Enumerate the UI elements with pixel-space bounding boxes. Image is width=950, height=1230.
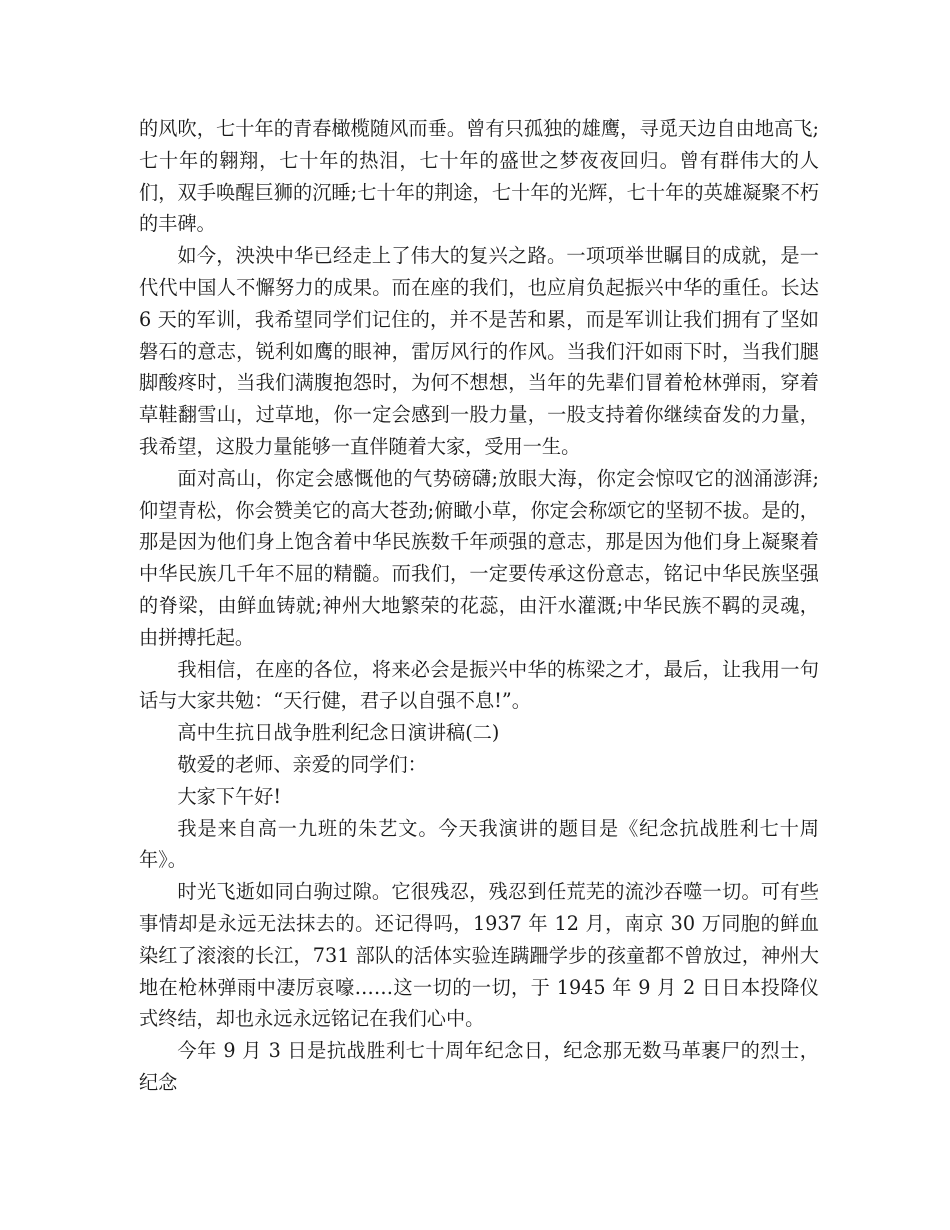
paragraph: 我是来自高一九班的朱艺文。今天我演讲的题目是《纪念抗战胜利七十周年》。 bbox=[139, 816, 819, 872]
document-body bbox=[139, 113, 819, 1099]
paragraph: 的风吹，七十年的青春橄榄随风而垂。曾有只孤独的雄鹰，寻觅天边自由地高飞;七十年的翱翔，七十年的热泪，七十年的盛世之梦夜夜回归。曾有群伟大的人们，双手唤醒巨狮的沉睡;七十年的荆途，七十年的光辉，七十年的英雄凝聚不朽的丰碑。 bbox=[139, 117, 819, 236]
greeting: 大家下午好! bbox=[177, 784, 282, 808]
paragraph: 我相信，在座的各位，将来必会是振兴中华的栋梁之才，最后，让我用一句话与大家共勉：“天行健，君子以自强不息!”。 bbox=[139, 657, 819, 713]
paragraph: 时光飞逝如同白驹过隙。它很残忍，残忍到任荒芜的流沙吞噬一切。可有些事情却是永远无法抹去的。还记得吗，1937 年 12 月，南京 30 万同胞的鲜血染红了滚滚的长江，731 部队的活体实验连蹒跚学步的孩童都不曾放过，神州大地在枪林弹雨中凄厉哀嚎……这一切的一切，于 1945 年 9 月 2 日日本投降仪式终结，却也永远永远铭记在我们心中。 bbox=[139, 880, 819, 1031]
paragraph: 如今，泱泱中华已经走上了伟大的复兴之路。一项项举世瞩目的成就，是一代代中国人不懈努力的成果。而在座的我们，也应肩负起振兴中华的重任。长达 6 天的军训，我希望同学们记住的，并不是苦和累，而是军训让我们拥有了坚如磐石的意志，锐利如鹰的眼神，雷厉风行的作风。当我们汗如雨下时，当我们腿脚酸疼时，当我们满腹抱怨时，为何不想想，当年的先辈们冒着枪林弹雨，穿着草鞋翻雪山，过草地，你一定会感到一股力量，一股支持着你继续奋发的力量，我希望，这股力量能够一直伴随着大家，受用一生。 bbox=[139, 244, 819, 458]
paragraph: 今年 9 月 3 日是抗战胜利七十周年纪念日，纪念那无数马革裹尸的烈士，纪念 bbox=[139, 1039, 819, 1094]
paragraph: 面对高山，你定会感慨他的气势磅礴;放眼大海，你定会惊叹它的汹涌澎湃;仰望青松，你会赞美它的高大苍劲;俯瞰小草，你定会称颂它的坚韧不拔。是的，那是因为他们身上饱含着中华民族数千年顽强的意志，那是因为他们身上凝聚着中华民族几千年不屈的精髓。而我们，一定要传承这份意志，铭记中华民族坚强的脊梁，由鲜血铸就;神州大地繁荣的花蕊，由汗水灌溉;中华民族不羁的灵魂，由拼搏托起。 bbox=[139, 466, 819, 649]
salutation: 敬爱的老师、亲爱的同学们： bbox=[177, 752, 427, 776]
section-title: 高中生抗日战争胜利纪念日演讲稿(二) bbox=[177, 721, 500, 745]
